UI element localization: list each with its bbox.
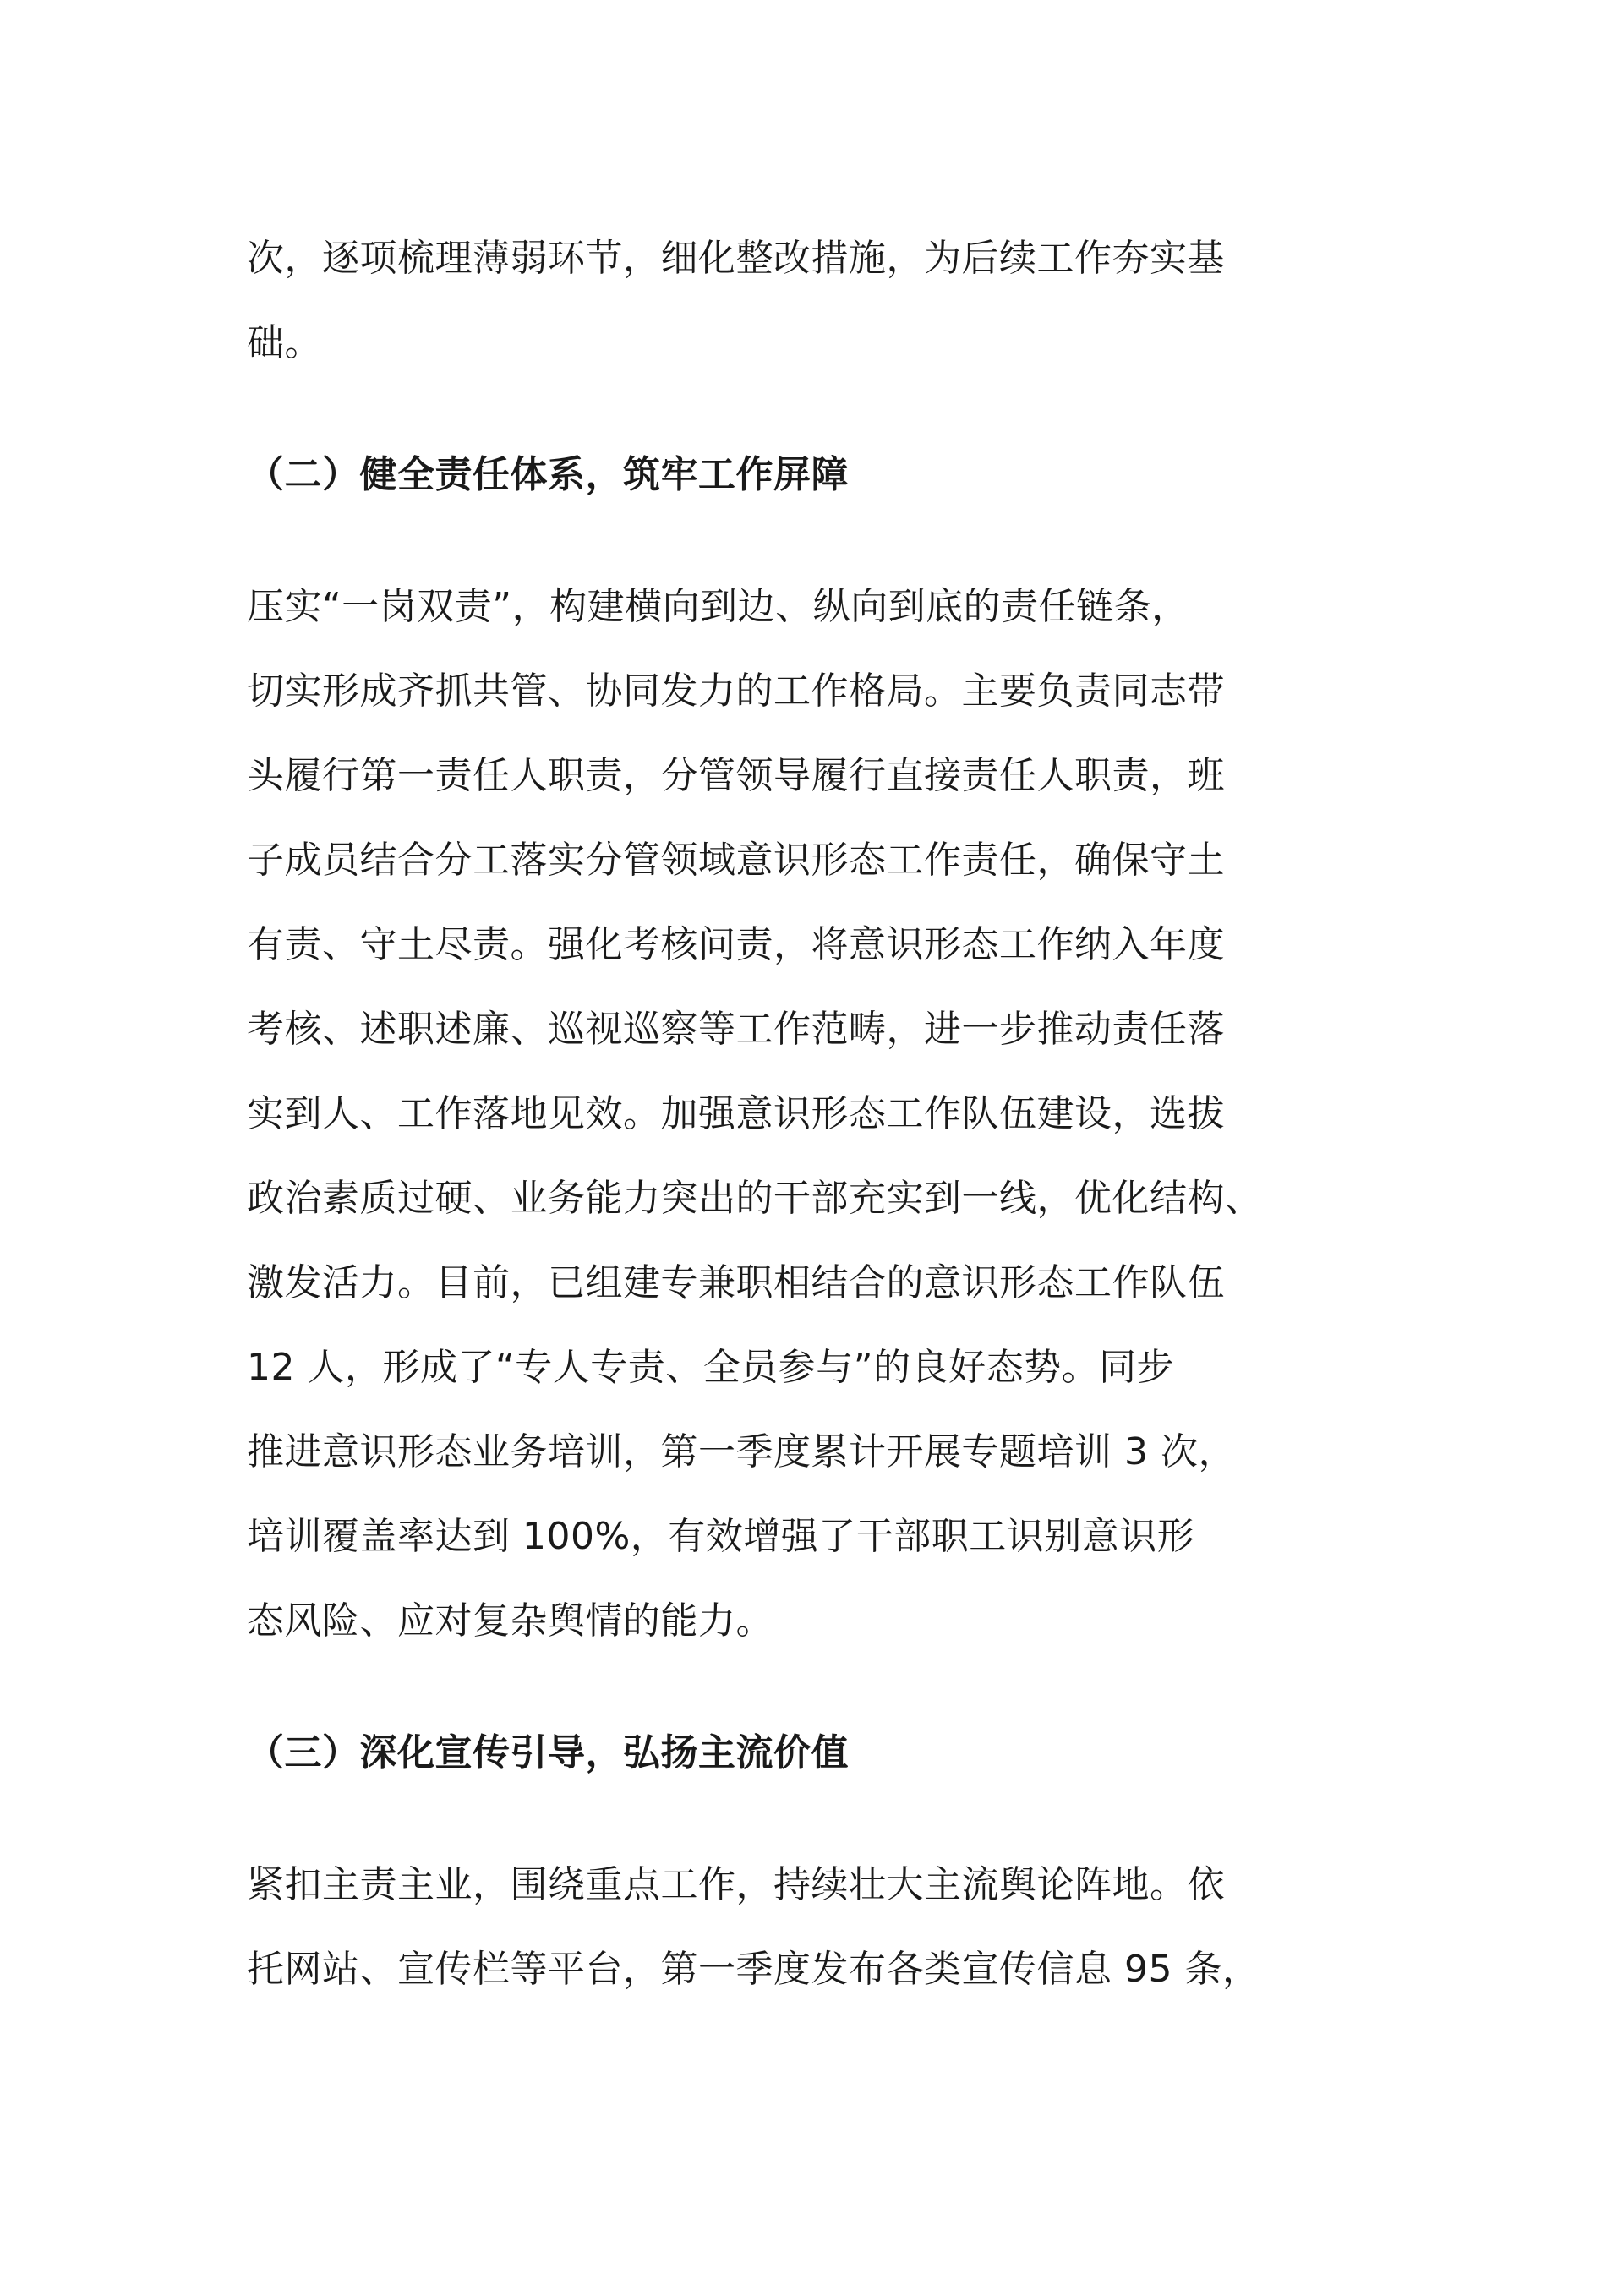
body-text-line: 头履行第一责任人职责，分管领导履行直接责任人职责，班 <box>247 754 1225 797</box>
body-text-line: 础。 <box>247 321 322 364</box>
body-text-line: 次，逐项梳理薄弱环节，细化整改措施，为后续工作夯实基 <box>247 237 1225 280</box>
body-text-line: 实到人、工作落地见效。加强意识形态工作队伍建设，选拔 <box>247 1092 1225 1135</box>
body-text-line: 切实形成齐抓共管、协同发力的工作格局。主要负责同志带 <box>247 670 1225 713</box>
body-text-line: 托网站、宣传栏等平台，第一季度发布各类宣传信息 95 条， <box>247 1948 1260 1991</box>
body-text-line: 紧扣主责主业，围绕重点工作，持续壮大主流舆论阵地。依 <box>247 1863 1225 1906</box>
body-text-line: 考核、述职述廉、巡视巡察等工作范畴，进一步推动责任落 <box>247 1008 1225 1051</box>
body-text-line: 态风险、应对复杂舆情的能力。 <box>247 1599 773 1643</box>
body-text-line: 压实“一岗双责”，构建横向到边、纵向到底的责任链条， <box>247 585 1189 628</box>
body-text-line: 有责、守土尽责。强化考核问责，将意识形态工作纳入年度 <box>247 923 1225 966</box>
body-text-line: 推进意识形态业务培训，第一季度累计开展专题培训 3 次， <box>247 1430 1236 1473</box>
section-heading: （三）深化宣传引导，弘扬主流价值 <box>247 1731 849 1774</box>
body-text-line: 培训覆盖率达到 100%，有效增强了干部职工识别意识形 <box>247 1515 1195 1558</box>
section-heading: （二）健全责任体系，筑牢工作屏障 <box>247 453 849 496</box>
body-text-line: 政治素质过硬、业务能力突出的干部充实到一线，优化结构、 <box>247 1177 1263 1220</box>
body-text-line: 激发活力。目前，已组建专兼职相结合的意识形态工作队伍 <box>247 1261 1225 1304</box>
body-text-line: 12 人，形成了“专人专责、全员参与”的良好态势。同步 <box>247 1346 1175 1389</box>
body-text-line: 子成员结合分工落实分管领域意识形态工作责任，确保守土 <box>247 839 1225 882</box>
